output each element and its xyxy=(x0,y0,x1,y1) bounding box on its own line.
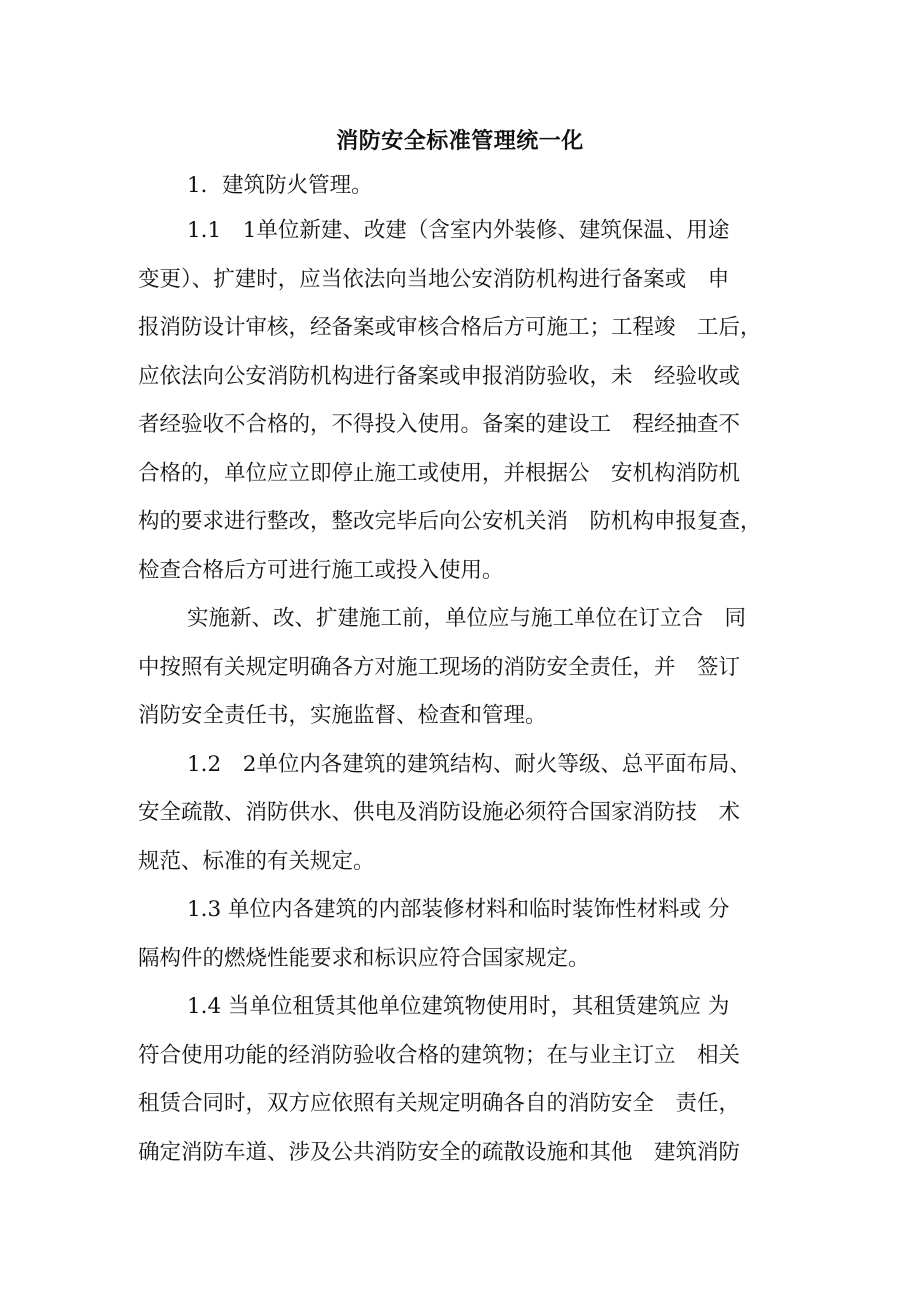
text-line: 1.3 单位内各建筑的内部装修材料和临时装饰性材料或 分 xyxy=(187,897,730,922)
text-line: 合格的，单位应立即停止施工或使用，并根据公 安机构消防机 xyxy=(138,461,741,486)
text-line: 规范、标准的有关规定。 xyxy=(138,849,375,874)
text-line: 隔构件的燃烧性能要求和标识应符合国家规定。 xyxy=(138,946,590,971)
text-line: 安全疏散、消防供水、供电及消防设施必须符合国家消防技 术 xyxy=(138,800,741,825)
section-heading-1: 1．建筑防火管理。 xyxy=(187,173,373,198)
text-line: 1.2 2单位内各建筑的建筑结构、耐火等级、总平面布局、 xyxy=(187,752,751,777)
text-line: 构的要求进行整改，整改完毕后向公安机关消 防机构申报复查， xyxy=(138,509,762,534)
text-line: 报消防设计审核，经备案或审核合格后方可施工；工程竣 工后， xyxy=(138,315,762,340)
text-line: 消防安全责任书，实施监督、检查和管理。 xyxy=(138,703,547,728)
text-line: 1.1 1单位新建、改建（含室内外装修、建筑保温、用途 xyxy=(187,218,730,243)
text-line: 中按照有关规定明确各方对施工现场的消防安全责任，并 签订 xyxy=(138,655,741,680)
text-line: 检查合格后方可进行施工或投入使用。 xyxy=(138,558,504,583)
text-line: 实施新、改、扩建施工前，单位应与施工单位在订立合 同 xyxy=(187,606,747,631)
text-line: 应依法向公安消防机构进行备案或申报消防验收，未 经验收或 xyxy=(138,364,741,389)
text-line: 者经验收不合格的，不得投入使用。备案的建设工 程经抽查不 xyxy=(138,412,741,437)
text-line: 符合使用功能的经消防验收合格的建筑物；在与业主订立 相关 xyxy=(138,1043,741,1068)
text-line: 确定消防车道、涉及公共消防安全的疏散设施和其他 建筑消防 xyxy=(138,1140,741,1165)
text-line: 变更）、扩建时，应当依法向当地公安消防机构进行备案或 申 xyxy=(138,267,730,292)
text-line: 租赁合同时，双方应依照有关规定明确各自的消防安全 责任， xyxy=(138,1091,741,1116)
document-title: 消防安全标准管理统一化 xyxy=(336,128,584,154)
text-line: 1.4 当单位租赁其他单位建筑物使用时，其租赁建筑应 为 xyxy=(187,994,730,1019)
